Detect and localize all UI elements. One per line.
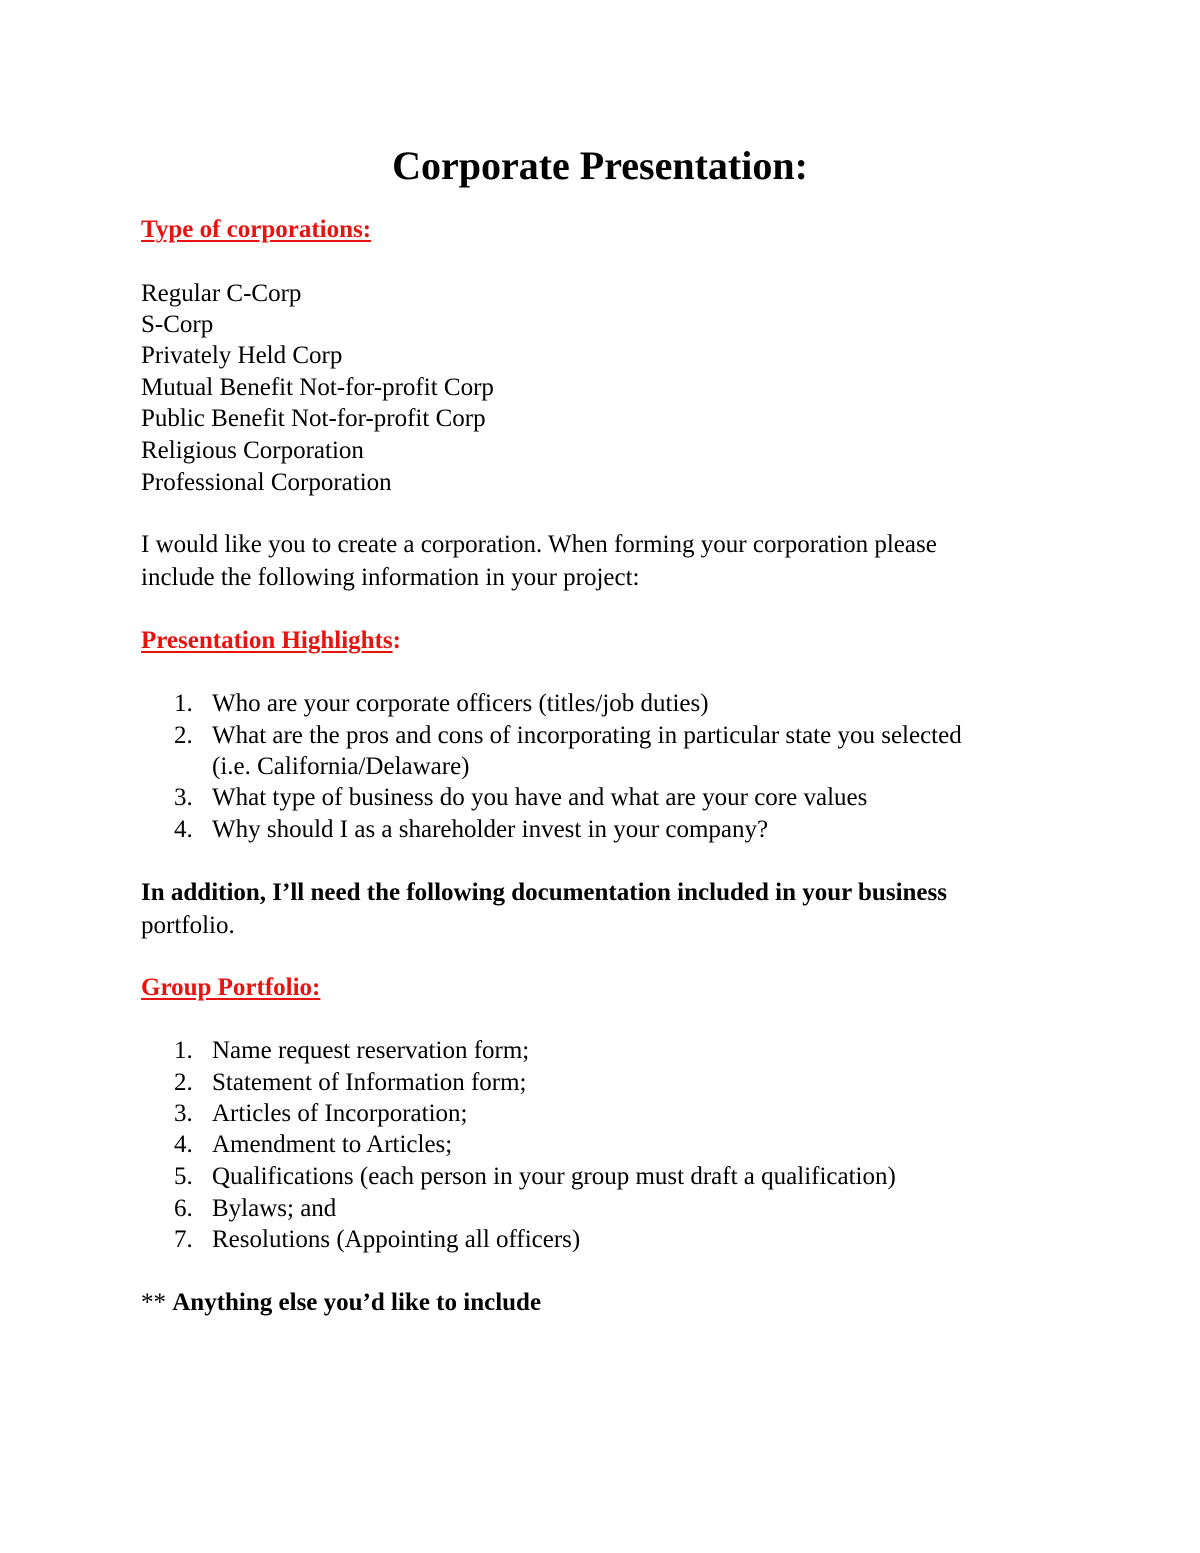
list-number: 2. (174, 722, 193, 749)
closing-line (141, 1287, 541, 1319)
list-number: 4. (174, 1131, 193, 1158)
corp-type-item: Professional Corporation (141, 469, 392, 496)
corp-type-item: S-Corp (141, 311, 214, 338)
intro-paragraph-line: include the following information in your project: (141, 564, 640, 591)
list-number: 1. (174, 690, 193, 717)
list-number: 1. (174, 1037, 193, 1064)
intro-paragraph-line: I would like you to create a corporation. When forming your corporation please (141, 531, 937, 558)
portfolio-item: Articles of Incorporation; (212, 1100, 468, 1127)
highlight-item: What are the pros and cons of incorporating in particular state you selected (212, 722, 962, 749)
corp-type-item: Religious Corporation (141, 437, 364, 464)
list-number: 4. (174, 816, 193, 843)
portfolio-heading-text: Group Portfolio: (141, 974, 321, 1001)
highlights-heading-text: Presentation Highlights (141, 627, 393, 654)
corp-type-item: Mutual Benefit Not-for-profit Corp (141, 374, 494, 401)
corp-type-item: Regular C-Corp (141, 280, 302, 307)
list-number: 5. (174, 1163, 193, 1190)
closing-text: Anything else you’d like to include (172, 1289, 542, 1316)
highlights-heading-colon: : (392, 627, 401, 654)
corp-type-item: Privately Held Corp (141, 342, 343, 369)
portfolio-item: Statement of Information form; (212, 1069, 527, 1096)
list-number: 2. (174, 1069, 193, 1096)
list-number: 3. (174, 784, 193, 811)
list-number: 6. (174, 1195, 193, 1222)
corp-type-item: Public Benefit Not-for-profit Corp (141, 405, 486, 432)
section-heading-portfolio (141, 972, 320, 1004)
portfolio-item: Resolutions (Appointing all officers) (212, 1226, 581, 1253)
portfolio-item: Bylaws; and (212, 1195, 337, 1222)
closing-stars: ** (141, 1289, 166, 1316)
portfolio-item: Qualifications (each person in your group must draft a qualification) (212, 1163, 896, 1190)
portfolio-item: Name request reservation form; (212, 1037, 530, 1064)
portfolio-item: Amendment to Articles; (212, 1131, 453, 1158)
types-heading-text: Type of corporations: (141, 216, 372, 243)
highlight-item: Why should I as a shareholder invest in your company? (212, 816, 769, 843)
highlight-item: What type of business do you have and what are your core values (212, 784, 868, 811)
list-number: 7. (174, 1226, 193, 1253)
section-heading-highlights (141, 625, 401, 657)
highlight-item-continuation: (i.e. California/Delaware) (212, 753, 470, 780)
addition-paragraph-line: In addition, I’ll need the following documentation included in your business (141, 879, 947, 906)
highlight-item: Who are your corporate officers (titles/job duties) (212, 690, 709, 717)
addition-paragraph-line: portfolio. (141, 912, 235, 939)
section-heading-types (141, 214, 371, 246)
page-title: Corporate Presentation: (392, 143, 808, 188)
list-number: 3. (174, 1100, 193, 1127)
